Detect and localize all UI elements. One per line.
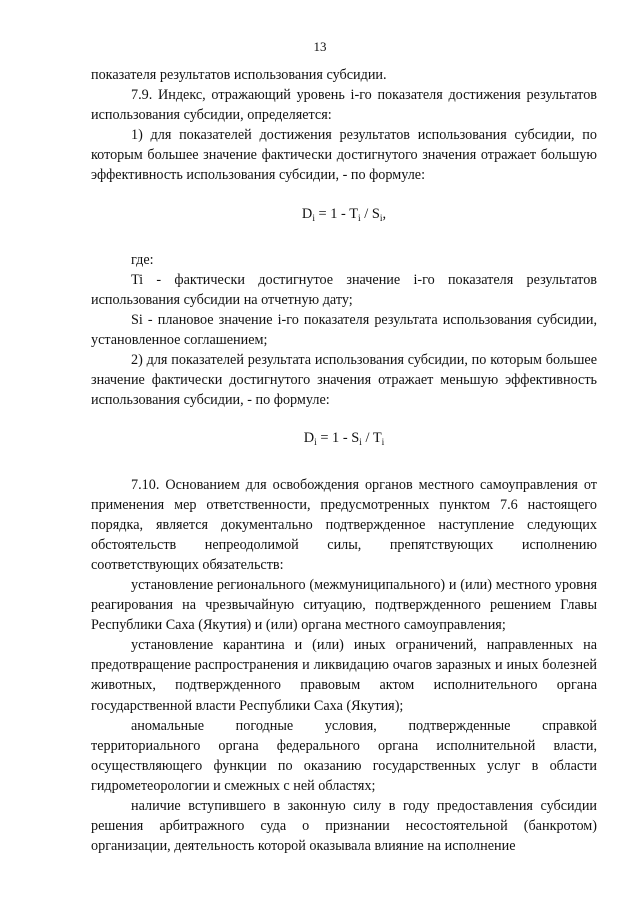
document-body [91,65,597,856]
formula-1-div: / [360,205,372,222]
paragraph-ti-definition: Ti - фактически достигнутое значение i-го показателя результатов использования субсидии на отчетную дату; [91,271,597,308]
paragraph-bankruptcy: наличие вступившего в законную силу в году предоставления субсидии решения арбитражного суда о признании несостоятельной (банкротом) организации, деятельность которой оказывала влияние на исполнение [91,798,597,855]
paragraph-weather: аномальные погодные условия, подтвержденные справкой территориального органа федерального органа исполнительной власти, осуществляющего функции по оказанию государственных услуг в области гидрометеорологии и смежных с ней областях; [91,717,597,794]
formula-2-t: T [372,430,382,447]
paragraph-7-10: 7.10. Основанием для освобождения органов местного самоуправления от применения мер ответственности, предусмотренных пунктом 7.6 настоящего порядка, является документально подтвержденное наступление следующих обстоятельств непреодолимой силы, препятствующих исполнению соответствующих обязательств: [91,476,597,573]
formula-1-s-sub: i [379,213,383,224]
formula-1-d-sub: i [312,213,315,224]
formula-2-div: / [361,430,373,447]
formula-2-s: S [351,430,360,447]
paragraph-where: где: [131,251,154,268]
page-number: 13 [313,39,327,54]
formula-1-end: , [382,205,387,222]
paragraph-quarantine: установление карантина и (или) иных ограничений, направленных на предотвращение распространения и ликвидацию очагов заразных и иных болезней животных, подтвержденного правовым актом исполнительного органа государственной власти Республики Саха (Якутия); [91,637,597,714]
formula-2 [91,428,597,453]
formula-2-eq: = 1 - [316,430,352,447]
paragraph-case-1: 1) для показателей достижения результатов использования субсидии, по которым большее значение фактически достигнутого значения отражает большую эффективность использования субсидии, - по формуле: [91,127,597,184]
formula-1-d: D [301,205,313,222]
formula-1-s: S [371,205,380,222]
formula-2-s-sub: i [359,438,362,449]
paragraph-si-definition: Si - плановое значение i-го показателя результата использования субсидии, установленное соглашением; [91,311,597,349]
paragraph-continuation: показателя результатов использования субсидии. [91,67,387,83]
formula-1-eq: = 1 - [314,205,350,222]
formula-2-t-sub: i [381,438,385,449]
paragraph-emergency: установление регионального (межмуниципального) и (или) местного уровня реагирования на чрезвычайную ситуацию, подтвержденного решением Главы Республики Саха (Якутия) и (или) органа местного самоуправления; [91,576,597,634]
formula-1 [91,204,597,229]
paragraph-7-9: 7.9. Индекс, отражающий уровень i-го показателя достижения результатов использования субсидии, определяется: [91,87,597,124]
formula-1-t: T [349,205,358,222]
formula-2-d-sub: i [314,438,317,449]
paragraph-case-2: 2) для показателей результата использования субсидии, по которым большее значение фактически достигнутого значения отражает меньшую эффективность использования субсидии, - по формуле: [91,352,597,409]
formula-1-t-sub: i [357,213,361,224]
formula-2-d: D [303,430,315,447]
